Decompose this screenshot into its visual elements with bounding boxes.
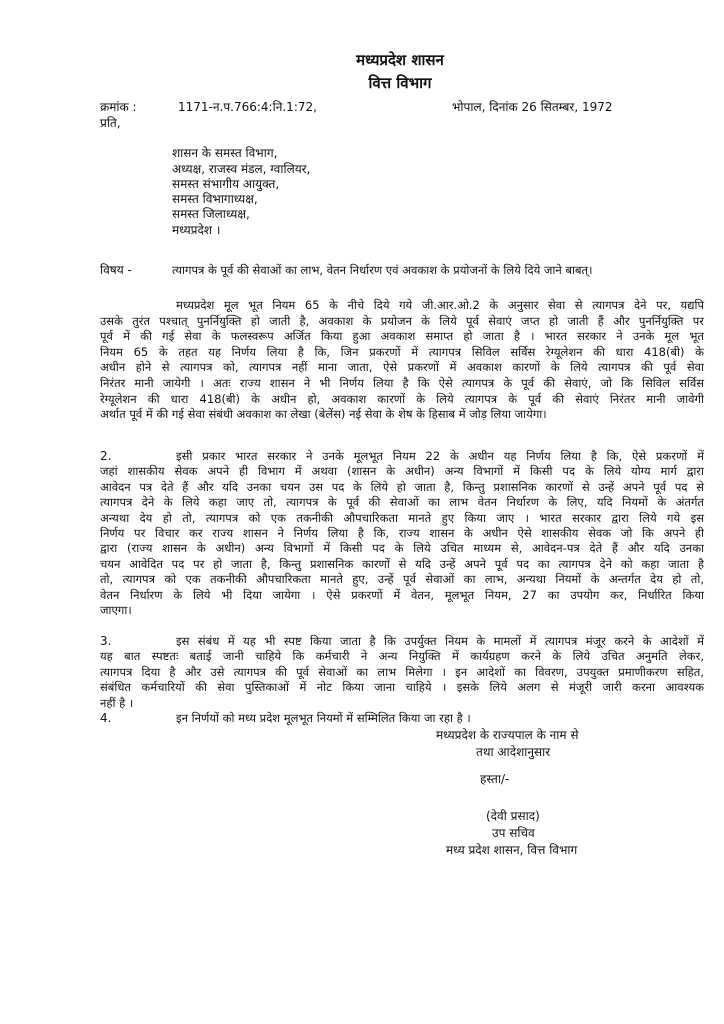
paragraph-line: अन्यथा देय हो तो, त्यागपत्र को एक तकनीकी औपचारिकता मानते हुए किया जाए । भारत सरकार द्वारा लिये गये इस bbox=[100, 510, 704, 525]
addressee: समस्त जिलाध्यक्ष, bbox=[172, 207, 250, 221]
paragraph-line: यह बात स्पष्टतः बताई जानी चाहिये कि कर्मचारी ने अन्य नियुक्ति में कार्यग्रहण करने के लिये उचित अनुमति लेकर, bbox=[100, 649, 704, 664]
paragraph-line: नहीं है । bbox=[100, 695, 134, 710]
paragraph-line: जहां शासकीय सेवक अपने ही विभाग में अथवा (शासन के अधीन) अन्य विभागों में किसी पद के लिये योग्य मार्ग द्वारा bbox=[100, 464, 704, 479]
signatory-designation: उप सचिव bbox=[492, 826, 535, 840]
governor-name-line: मध्यप्रदेश के राज्यपाल के नाम से bbox=[436, 728, 579, 742]
paragraph-line: मध्यप्रदेश मूल भूत नियम 65 के नीचे दिये गये जी.आर.ओ.2 के अनुसार सेवा से त्यागपत्र देने पर, यद्यपि bbox=[176, 298, 704, 312]
government-heading: मध्यप्रदेश शासन bbox=[356, 51, 444, 69]
signatory-office: मध्य प्रदेश शासन, वित्त विभाग bbox=[446, 843, 578, 857]
by-order-line: तथा आदेशानुसार bbox=[476, 745, 551, 759]
addressee: अध्यक्ष, राजस्व मंडल, ग्वालियर, bbox=[172, 162, 311, 176]
addressee: मध्यप्रदेश । bbox=[172, 223, 221, 237]
paragraph-line: आवेदन पत्र देते हैं और यदि उनका चयन उस पद के लिये हो जाता है, किन्तु प्रशासनिक कारणों से उन्हें अपने पूर्व पद से bbox=[100, 479, 704, 494]
paragraph-line: जाएगा। bbox=[100, 603, 132, 617]
paragraph-line: तो, त्यागपत्र को एक तकनीकी औपचारिकता मानते हुए, उन्हें पूर्व सेवाओं का लाभ, अन्यथा नियमों के अन्तर्गत देय हो तो, bbox=[100, 572, 704, 587]
paragraph-line: नियम 65 के तहत यह निर्णय लिया है कि, जिन प्रकरणों में त्यागपत्र सिविल सर्विस रेग्यूलेशन की धारा 418(बी) के bbox=[100, 344, 704, 359]
paragraph-line: इसी प्रकार भारत सरकार ने उनके मूलभूत नियम 22 के अधीन यह निर्णय लिया है कि, ऐसे प्रकरणों में bbox=[176, 449, 704, 463]
paragraph-line: उसके तुरंत पश्चात् पुनर्नियुक्ति हो जाती है, अवकाश के प्रयोजन के लिये पूर्व सेवाएं जप्त हो जाती हैं और पुनर्नियुक्ति पर bbox=[100, 313, 704, 328]
paragraph-number: 4. bbox=[100, 711, 112, 725]
paragraph-line: चयन आवेदित पद पर हो जाता है, किन्तु प्रशासनिक कारणों से यदि उन्हें अपने पूर्व पद का त्यागपत्र देने को कहा जाता है bbox=[100, 556, 704, 571]
addressee: समस्त संभागीय आयुक्त, bbox=[172, 177, 280, 191]
paragraph-line: अर्थात पूर्व में की गई सेवा संबंधी अवकाश का लेखा (बेलेंस) नई सेवा के शेष के हिसाब में जोड़ लिया जायेगा। bbox=[100, 407, 547, 422]
paragraph-line: इन निर्णयों को मध्य प्रदेश मूलभूत नियमों में सम्मिलित किया जा रहा है । bbox=[176, 711, 471, 725]
paragraph-number: 2. bbox=[100, 449, 112, 463]
reference-label: क्रमांक : bbox=[100, 100, 137, 114]
paragraph-line: इस संबंध में यह भी स्पष्ट किया जाता है कि उपर्युक्त नियम के मामलों में त्यागपत्र मंजूर करने के आदेशों में bbox=[176, 634, 704, 648]
paragraph-line: वेतन निर्धारण के लिये भी दिया जायेगा । ऐसे प्रकरणों में वेतन, मूलभूत नियम, 27 का उपयोग कर, निर्धारित किया bbox=[100, 587, 704, 602]
paragraph-line: त्यागपत्र देने के लिये कहा जाए तो, त्यागपत्र के पूर्व की सेवाओं का लाभ वेतन निर्धारण के लिए, यदि नियमों के अंतर्गत bbox=[100, 495, 704, 510]
paragraph-line: त्यागपत्र दिया है और उसे त्यागपत्र की पूर्व सेवाओं का लाभ मिलेगा । इन आदेशों का विवरण, उपयुक्त प्रमाणीकरण सहित, bbox=[100, 664, 704, 679]
subject-label: विषय - bbox=[100, 263, 132, 277]
department-heading: वित्त विभाग bbox=[368, 74, 432, 92]
paragraph-line: निर्णय पर विचार कर राज्य शासन ने निर्णय लिया है कि, राज्य शासन के अधीन ऐसे शासकीय सेवक जो कि अपने ही bbox=[100, 526, 704, 540]
paragraph-line: संबंधित कर्मचारियों की सेवा पुस्तिकाओं में नोट किया जाना चाहिये । इसके लिये अलग से मंजूरी जारी करना आवश्यक bbox=[100, 680, 704, 695]
place-date: भोपाल, दिनांक 26 सितम्बर, 1972 bbox=[452, 100, 613, 114]
addressee: समस्त विभागाध्यक्ष, bbox=[172, 192, 258, 206]
signatory-name: (देवी प्रसाद) bbox=[486, 809, 540, 823]
paragraph-line: रेग्यूलेशन की धारा 418(बी) के अधीन हो, अवकाश कारणों के लिये त्यागपत्र के पूर्व की सेवाएं निरंतर मानी जावेगी bbox=[100, 391, 704, 406]
reference-number: 1171-न.प.766:4:नि.1:72, bbox=[178, 100, 317, 114]
addressee: शासन के समस्त विभाग, bbox=[172, 146, 278, 160]
paragraph-line: पूर्व में की गई सेवा के फलस्वरूप अर्जित किया हुआ अवकाश समाप्त हो जाता है । भारत सरकार ने उनके मूल भूत bbox=[100, 329, 704, 344]
paragraph-line: द्वारा (राज्य शासन के अधीन) अन्य विभागों में किसी पद के लिये उचित माध्यम से, आवेदन-पत्र देते हैं और यदि उनका bbox=[100, 541, 704, 556]
paragraph-line: अधीन होने से त्यागपत्र को, त्यागपत्र नहीं माना जाता, ऐसे प्रकरणों में अवकाश कारणों के लिये त्यागपत्र की पूर्व सेवा bbox=[100, 360, 704, 375]
to-label: प्रति, bbox=[100, 116, 121, 130]
subject-text: त्यागपत्र के पूर्व की सेवाओं का लाभ, वेतन निर्धारण एवं अवकाश के प्रयोजनों के लिये दिये जाने बाबत्। bbox=[172, 263, 593, 277]
paragraph-number: 3. bbox=[100, 634, 112, 648]
signed-mark: हस्ता/- bbox=[480, 772, 510, 786]
paragraph-line: निरंतर मानी जायेगी । अतः राज्य शासन ने भी निर्णय लिया है कि ऐसे त्यागपत्र के पूर्व की सेवाएं, जो कि सिविल सर्विस bbox=[100, 376, 704, 390]
